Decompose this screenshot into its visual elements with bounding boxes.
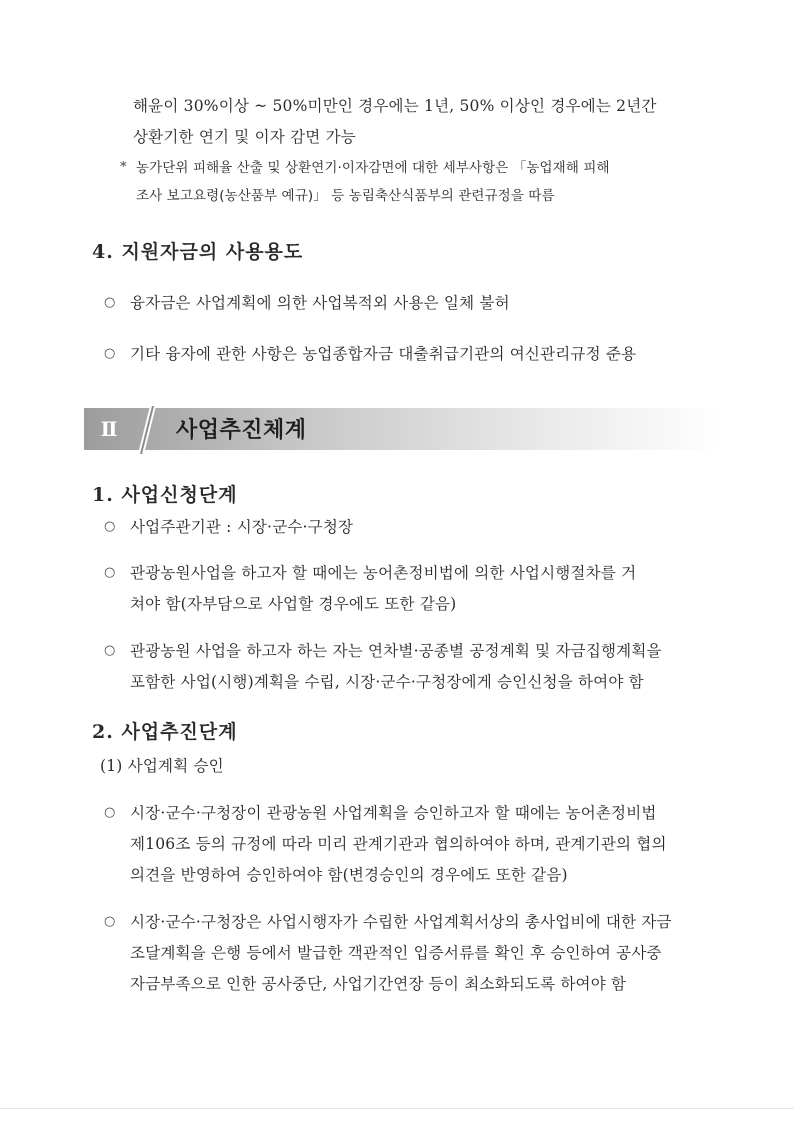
bullet-icon: ○ [104,346,116,361]
note-line: 조사 보고요령(농산품부 예규)」 등 농림축산식품부의 관련규정을 따름 [136,188,555,204]
subheading: (1) 사업계획 승인 [100,757,224,775]
list-item-continuation: 조달계획을 은행 등에서 발급한 객관적인 입증서류를 확인 후 승인하여 공사중 [130,944,662,962]
chapter-number: Ⅱ [100,417,118,441]
list-item: 기타 융자에 관한 사항은 농업종합자금 대출취급기관의 여신관리규정 준용 [130,345,637,363]
list-item-continuation: 의견을 반영하여 승인하여야 함(변경승인의 경우에도 또한 같음) [130,866,568,884]
list-item-continuation: 포함한 사업(시행)계획을 수립, 시장·군수·구청장에게 승인신청을 하여야 함 [130,673,644,691]
list-item: 관광농원사업을 하고자 할 때에는 농어촌정비법에 의한 사업시행절차를 거 [130,564,637,582]
list-item: 관광농원 사업을 하고자 하는 자는 연차별·공종별 공정계획 및 자금집행계획을 [130,642,662,660]
step-heading: 1. 사업신청단계 [92,484,238,506]
list-item: 시장·군수·구청장은 사업시행자가 수립한 사업계획서상의 총사업비에 대한 자금 [130,913,672,931]
note-asterisk: * [120,160,127,175]
list-item: 융자금은 사업계획에 의한 사업복적외 사용은 일체 불허 [130,294,510,312]
list-item-continuation: 제106조 등의 규정에 따라 미리 관계기관과 협의하여야 하며, 관계기관의 협의 [130,835,667,853]
step-heading: 2. 사업추진단계 [92,721,238,743]
chapter-title: 사업추진체계 [176,418,307,443]
list-item-continuation: 쳐야 함(자부담으로 사업할 경우에도 또한 같음) [130,595,457,613]
banner-slash-icon [138,406,156,454]
bullet-icon: ○ [104,519,116,534]
paragraph-line: 해윤이 30%이상 ~ 50%미만인 경우에는 1년, 50% 이상인 경우에는 2년간 [133,97,657,115]
list-item: 사업주관기관 : 시장·군수·구청장 [130,518,354,536]
list-item: 시장·군수·구청장이 관광농원 사업계획을 승인하고자 할 때에는 농어촌정비법 [130,804,657,822]
page-bottom-rule [0,1108,794,1109]
bullet-icon: ○ [104,295,116,310]
bullet-icon: ○ [104,643,116,658]
paragraph-line: 상환기한 연기 및 이자 감면 가능 [133,128,356,146]
list-item-continuation: 자금부족으로 인한 공사중단, 사업기간연장 등이 최소화되도록 하여야 함 [130,975,627,993]
bullet-icon: ○ [104,914,116,929]
bullet-icon: ○ [104,565,116,580]
bullet-icon: ○ [104,805,116,820]
note-line: 농가단위 피해율 산출 및 상환연기·이자감면에 대한 세부사항은 「농업재해 피해 [136,160,610,176]
section-heading: 4. 지원자금의 사용용도 [92,241,304,263]
